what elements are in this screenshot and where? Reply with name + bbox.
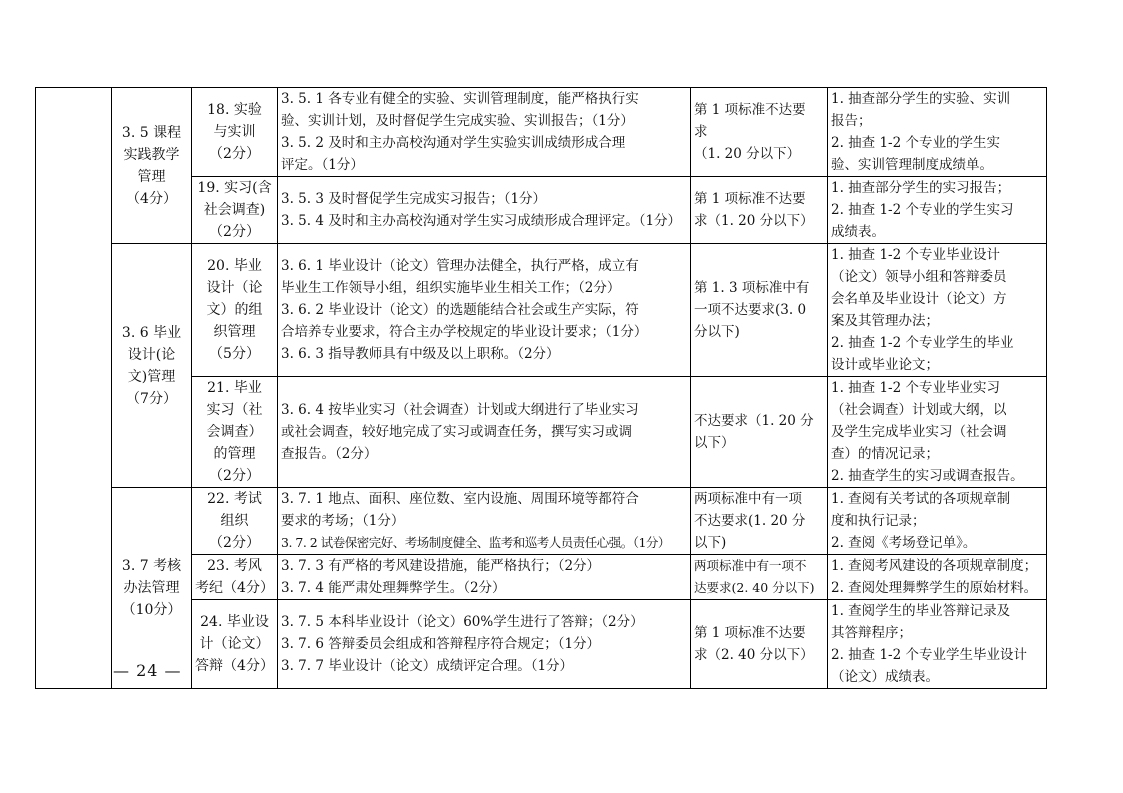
standard-20: 第 1. 3 项标准中有 一项不达要求(3. 0 分以下) (691, 244, 828, 377)
page-number: — 24 — (113, 661, 182, 680)
method-line: 1. 抽查部分学生的实习报告； (831, 180, 1011, 196)
content-21 (278, 377, 691, 488)
content-line: 3. 7. 2 试卷保密完好、考场制度健全、监考和巡考人员责任心强。（1分） (281, 535, 670, 550)
method-line: 1. 查阅有关考试的各项规章制 (831, 491, 1011, 507)
item-24: 24. 毕业设 计（论文） 答辩（4分） (192, 600, 278, 689)
content-22 (278, 488, 691, 555)
content-line: 3. 6. 3 指导教师具有中级及以上职称。（2分） (281, 346, 560, 362)
method-line: 设计或毕业论文； (831, 357, 939, 373)
method-line: 及学生完成毕业实习（社会调 (831, 424, 1007, 440)
content-19 (278, 177, 691, 244)
method-line: 2. 抽查 1-2 个专业的学生实习 (831, 202, 1014, 218)
standard-22: 两项标准中有一项 不达要求(1. 20 分 以下) (691, 488, 828, 555)
method-line: 1. 抽查部分学生的实验、实训 (831, 91, 1011, 107)
content-line: 3. 7. 7 毕业设计（论文）成绩评定合理。（1分） (281, 658, 574, 674)
method-line: 1. 抽查 1-2 个专业毕业设计 (831, 247, 1000, 263)
method-24 (828, 600, 1047, 689)
level1-category-cell (36, 88, 112, 689)
method-18 (828, 88, 1047, 177)
item-20: 20. 毕业 设计（论 文）的组 织管理 （5分） (192, 244, 278, 377)
method-line: 成绩表。 (831, 224, 885, 240)
content-line: 合培养专业要求，符合主办学校规定的毕业设计要求；（1分） (281, 324, 648, 340)
content-line: 3. 6. 1 毕业设计（论文）管理办法健全，执行严格，成立有 (281, 258, 639, 274)
item-19: 19. 实习(含 社会调查) （2分） (192, 177, 278, 244)
method-line: 2. 抽查 1-2 个专业学生的毕业 (831, 335, 1014, 351)
method-line: 1. 查阅考风建设的各项规章制度； (831, 558, 1038, 574)
table-row (36, 88, 1047, 177)
content-line: 评定。（1分） (281, 157, 364, 173)
method-21 (828, 377, 1047, 488)
item-18: 18. 实验 与实训 （2分） (192, 88, 278, 177)
table-row (36, 244, 1047, 377)
item-22: 22. 考试 组织 （2分） (192, 488, 278, 555)
method-line: 其答辩程序； (831, 625, 912, 641)
method-line: 报告； (831, 113, 872, 129)
method-line: 案及其管理办法； (831, 313, 939, 329)
content-18 (278, 88, 691, 177)
item-21: 21. 毕业 实习（社 会调查） 的管理 （2分） (192, 377, 278, 488)
content-line: 3. 7. 1 地点、面积、座位数、室内设施、周围环境等都符合 (281, 491, 639, 507)
item-23: 23. 考风 考纪（4分） (192, 555, 278, 600)
method-line: （论文）成绩表。 (831, 669, 939, 685)
method-line: 1. 抽查 1-2 个专业毕业实习 (831, 380, 1000, 396)
category-3-6: 3. 6 毕业 设计(论 文)管理 （7分） (112, 244, 192, 488)
content-line: 或社会调查，较好地完成了实习或调查任务，撰写实习或调 (281, 424, 632, 440)
method-line: 1. 查阅学生的毕业答辩记录及 (831, 603, 1011, 619)
content-23 (278, 555, 691, 600)
method-line: （社会调查）计划或大纲，以 (831, 402, 1007, 418)
method-22 (828, 488, 1047, 555)
standard-18: 第 1 项标准不达要 求 （1. 20 分以下） (691, 88, 828, 177)
method-line: 会名单及毕业设计（论文）方 (831, 291, 1007, 307)
content-line: 3. 7. 5 本科毕业设计（论文）60%学生进行了答辩；（2分） (281, 614, 644, 630)
method-19 (828, 177, 1047, 244)
content-line: 3. 7. 6 答辩委员会组成和答辩程序符合规定；（1分） (281, 636, 601, 652)
content-line: 验、实训计划，及时督促学生完成实验、实训报告；（1分） (281, 113, 634, 129)
category-3-7: 3. 7 考核 办法管理 （10分） (112, 488, 192, 689)
method-line: 度和执行记录； (831, 513, 926, 529)
method-line: 2. 查阅《考场登记单》。 (831, 535, 977, 551)
category-3-5: 3. 5 课程 实践教学 管理 （4分） (112, 88, 192, 244)
content-line: 查报告。（2分） (281, 446, 378, 462)
content-line: 3. 6. 4 按毕业实习（社会调查）计划或大纲进行了毕业实习 (281, 402, 639, 418)
content-line: 3. 7. 4 能严肃处理舞弊学生。（2分） (281, 580, 506, 596)
content-line: 3. 7. 3 有严格的考风建设措施，能严格执行；（2分） (281, 558, 601, 574)
content-line: 3. 5. 3 及时督促学生完成实习报告；（1分） (281, 191, 547, 207)
evaluation-table (35, 87, 1047, 689)
content-line: 3. 5. 1 各专业有健全的实验、实训管理制度，能严格执行实 (281, 91, 639, 107)
standard-19: 第 1 项标准不达要 求（1. 20 分以下） (691, 177, 828, 244)
method-line: 2. 抽查学生的实习或调查报告。 (831, 468, 1024, 484)
method-line: 2. 抽查 1-2 个专业学生毕业设计 (831, 647, 1027, 663)
method-line: 2. 查阅处理舞弊学生的原始材料。 (831, 580, 1038, 596)
content-20 (278, 244, 691, 377)
content-line: 毕业生工作领导小组，组织实施毕业生相关工作；（2分） (281, 280, 621, 296)
table-row (36, 488, 1047, 555)
method-line: 查）的情况记录； (831, 446, 939, 462)
method-20 (828, 244, 1047, 377)
content-line: 要求的考场；（1分） (281, 513, 405, 529)
content-line: 3. 6. 2 毕业设计（论文）的选题能结合社会或生产实际，符 (281, 302, 639, 318)
method-line: 2. 抽查 1-2 个专业的学生实 (831, 135, 1000, 151)
method-line: （论文）领导小组和答辩委员 (831, 269, 1007, 285)
standard-23: 两项标准中有一项不 达要求(2. 40 分以下) (691, 555, 828, 600)
method-line: 验、实训管理制度成绩单。 (831, 157, 993, 173)
standard-21: 不达要求（1. 20 分 以下） (691, 377, 828, 488)
method-23 (828, 555, 1047, 600)
content-line: 3. 5. 4 及时和主办高校沟通对学生实习成绩形成合理评定。（1分） (281, 213, 682, 229)
content-24 (278, 600, 691, 689)
standard-24: 第 1 项标准不达要 求（2. 40 分以下） (691, 600, 828, 689)
content-line: 3. 5. 2 及时和主办高校沟通对学生实验实训成绩形成合理 (281, 135, 626, 151)
